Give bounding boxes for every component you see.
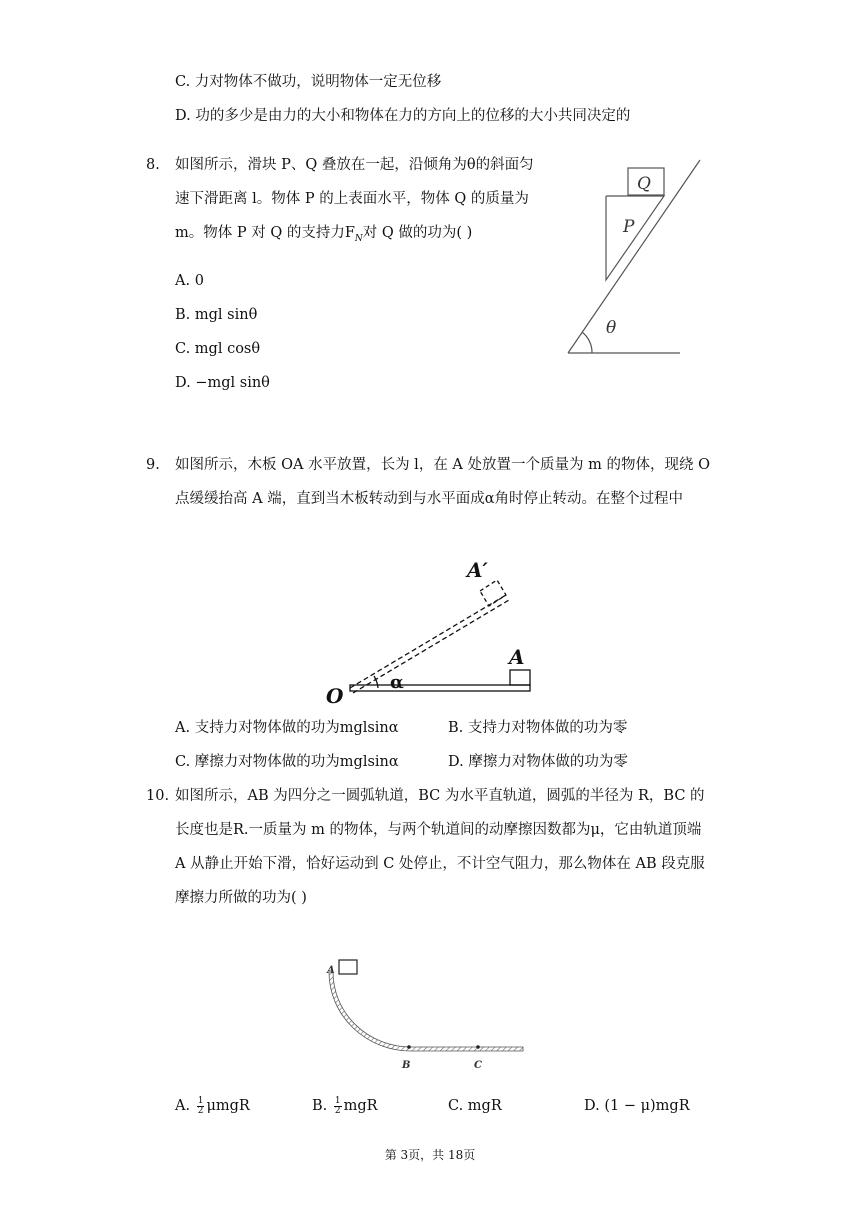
q10-stem-line3: A 从静止开始下滑，恰好运动到 C 处停止，不计空气阻力，那么物体在 AB 段克服 [175, 856, 705, 872]
q8-label-theta: θ [606, 318, 617, 338]
q9-plank-tilted-bottom [353, 600, 509, 693]
q8-option-d: D. −mgl sinθ [175, 375, 270, 391]
q10-option-b [312, 1096, 378, 1116]
q10-option-a-prefix: A. [175, 1098, 191, 1114]
q10-track [329, 972, 523, 1051]
q9-plank-horizontal [350, 685, 530, 691]
q8-label-p: P [623, 217, 635, 237]
q8-stem-line3 [175, 223, 472, 249]
q9-label-alpha: α [390, 672, 404, 693]
q10-block [339, 960, 357, 974]
q8-stem-line3-end: 对 Q 做的功为( ) [362, 225, 473, 241]
q8-stem-line1: 如图所示，滑块 P、Q 叠放在一起，沿倾角为θ的斜面匀 [175, 157, 534, 173]
q9-label-o: O [326, 684, 344, 707]
q10-option-d: D. (1 − μ)mgR [584, 1098, 690, 1114]
q8-stem-line2: 速下滑距离 l。物体 P 的上表面水平，物体 Q 的质量为 [175, 191, 529, 207]
q10-option-b-denominator: 2 [334, 1105, 341, 1116]
q9-block-a [510, 670, 530, 685]
q8-incline-line [568, 160, 700, 353]
q8-number: 8. [146, 157, 160, 173]
q10-option-a-rest: μmgR [206, 1098, 250, 1114]
q9-number: 9. [146, 457, 160, 473]
q10-number: 10. [146, 788, 170, 804]
q9-block-a-prime [480, 580, 506, 606]
q8-angle-arc [582, 332, 592, 353]
q9-plank-figure [320, 552, 540, 707]
q8-incline-figure [560, 150, 710, 365]
q9-option-a: A. 支持力对物体做的功为mglsinα [175, 720, 399, 736]
q10-point-c [476, 1045, 480, 1049]
q10-label-b: B [402, 1060, 411, 1071]
q10-option-c: C. mgR [448, 1098, 502, 1114]
q8-subscript-n: N [354, 233, 363, 244]
q10-stem-line1: 如图所示，AB 为四分之一圆弧轨道，BC 为水平直轨道，圆弧的半径为 R，BC 的 [175, 788, 705, 804]
q10-label-c: C [474, 1060, 482, 1071]
q10-option-b-prefix: B. [312, 1098, 328, 1114]
q9-stem-line2: 点缓缓抬高 A 端，直到当木板转动到与水平面成α角时停止转动。在整个过程中 [175, 491, 683, 507]
q10-track-figure [318, 952, 528, 1077]
q7-option-c: C. 力对物体不做功，说明物体一定无位移 [175, 74, 442, 90]
q8-label-q: Q [637, 174, 651, 194]
q8-stem-line3-text: m。物体 P 对 Q 的支持力F [175, 225, 355, 241]
q8-option-c: C. mgl cosθ [175, 341, 261, 357]
q10-option-a [175, 1096, 250, 1116]
q10-label-a: A [327, 965, 335, 976]
q8-block-p [606, 196, 664, 280]
q9-label-a-prime: A′ [467, 558, 488, 582]
q10-option-b-fraction [334, 1097, 342, 1116]
q9-label-a: A [509, 645, 525, 669]
q10-option-a-fraction [197, 1097, 205, 1116]
q8-option-b: B. mgl sinθ [175, 307, 258, 323]
page-footer: 第 3页，共 18页 [384, 1148, 476, 1162]
q9-stem-line1: 如图所示，木板 OA 水平放置，长为 l，在 A 处放置一个质量为 m 的物体，现绕 O [175, 457, 710, 473]
q10-stem-line4: 摩擦力所做的功为( ) [175, 890, 307, 906]
q9-plank-tilted-top [350, 595, 506, 688]
q10-option-b-numerator: 1 [334, 1095, 341, 1106]
q10-stem-line2: 长度也是R.一质量为 m 的物体，与两个轨道间的动摩擦因数都为μ，它由轨道顶端 [175, 822, 702, 838]
q10-option-b-rest: mgR [343, 1098, 378, 1114]
q8-option-a: A. 0 [175, 273, 204, 289]
q9-option-b: B. 支持力对物体做的功为零 [448, 720, 628, 736]
q10-option-a-numerator: 1 [197, 1095, 204, 1106]
q10-point-b [407, 1045, 411, 1049]
q9-option-c: C. 摩擦力对物体做的功为mglsinα [175, 754, 399, 770]
q9-option-d: D. 摩擦力对物体做的功为零 [448, 754, 628, 770]
q10-option-a-denominator: 2 [197, 1105, 204, 1116]
q7-option-d: D. 功的多少是由力的大小和物体在力的方向上的位移的大小共同决定的 [175, 108, 631, 124]
